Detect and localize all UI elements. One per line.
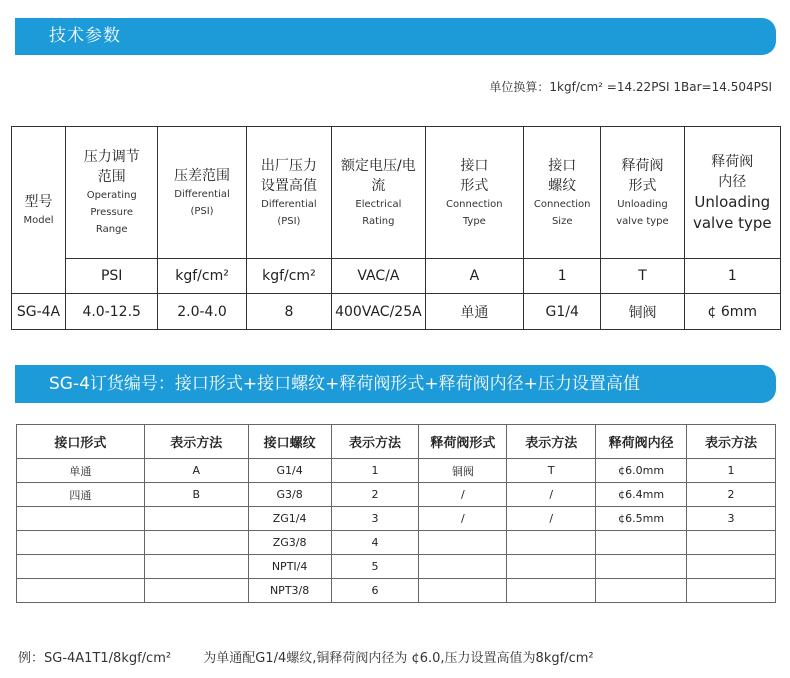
unit-cell: PSI — [66, 259, 158, 294]
table-cell — [596, 555, 687, 579]
table-cell — [596, 579, 687, 603]
spec-unit-row — [12, 259, 781, 294]
table-cell — [144, 507, 248, 531]
table-cell: 3 — [687, 507, 776, 531]
order-header-cell: 表示方法 — [687, 425, 776, 459]
unit-cell: VAC/A — [332, 259, 425, 294]
header-unloading-valve-type: 释荷阀 形式 Unloading valve type — [601, 127, 684, 259]
table-row — [17, 555, 776, 579]
header-connection-size: 接口 螺纹 Connection Size — [524, 127, 601, 259]
spec-data-row — [12, 294, 781, 330]
table-cell — [596, 531, 687, 555]
section-title: SG-4订货编号：接口形式+接口螺纹+释荷阀形式+释荷阀内径+压力设置高值 — [49, 374, 640, 394]
order-header-cell: 接口形式 — [17, 425, 145, 459]
header-electrical-rating: 额定电压/电 流 Electrical Rating — [332, 127, 425, 259]
table-cell — [507, 579, 596, 603]
table-row — [17, 579, 776, 603]
table-cell — [17, 579, 145, 603]
table-cell — [17, 507, 145, 531]
table-cell: ¢6.5mm — [596, 507, 687, 531]
table-cell — [17, 555, 145, 579]
model-header: 型号 Model — [12, 127, 66, 294]
table-cell — [687, 531, 776, 555]
table-cell — [507, 555, 596, 579]
header-differential: 压差范围 Differential (PSI) — [158, 127, 246, 259]
table-cell — [144, 579, 248, 603]
table-cell: / — [507, 507, 596, 531]
order-header-row — [17, 425, 776, 459]
table-cell — [687, 555, 776, 579]
unit-conversion-note: 单位换算：1kgf/cm² =14.22PSI 1Bar=14.504PSI — [489, 80, 772, 94]
table-cell: ZG1/4 — [248, 507, 331, 531]
section-banner-order-code — [15, 365, 776, 403]
table-cell — [419, 555, 507, 579]
data-cell: 4.0-12.5 — [66, 294, 158, 330]
table-cell — [17, 531, 145, 555]
table-cell: 铜阀 — [419, 459, 507, 483]
section-banner-tech-params — [15, 18, 776, 55]
table-cell: NPTI/4 — [248, 555, 331, 579]
table-cell: 1 — [331, 459, 419, 483]
order-header-cell: 释荷阀形式 — [419, 425, 507, 459]
data-cell: ¢ 6mm — [684, 294, 780, 330]
table-cell: ZG3/8 — [248, 531, 331, 555]
order-header-cell: 释荷阀内径 — [596, 425, 687, 459]
table-cell: T — [507, 459, 596, 483]
order-header-cell: 表示方法 — [507, 425, 596, 459]
unit-cell: 1 — [684, 259, 780, 294]
table-row — [17, 507, 776, 531]
table-cell: G3/8 — [248, 483, 331, 507]
data-cell: G1/4 — [524, 294, 601, 330]
header-operating-pressure: 压力调节 范围 Operating Pressure Range — [66, 127, 158, 259]
table-cell: 四通 — [17, 483, 145, 507]
order-code-table — [16, 424, 776, 603]
table-cell — [144, 531, 248, 555]
example-code: 例：SG-4A1T1/8kgf/cm² — [18, 651, 172, 666]
order-header-cell: 表示方法 — [331, 425, 419, 459]
header-connection-type: 接口 形式 Connection Type — [425, 127, 523, 259]
table-row — [17, 531, 776, 555]
table-cell: 4 — [331, 531, 419, 555]
table-cell: 5 — [331, 555, 419, 579]
table-cell: 2 — [331, 483, 419, 507]
order-example — [18, 647, 594, 666]
table-cell: 3 — [331, 507, 419, 531]
data-cell: SG-4A — [12, 294, 66, 330]
example-description: 为单通配G1/4螺纹,铜释荷阀内径为 ¢6.0,压力设置高值为8kgf/cm² — [203, 651, 594, 666]
spec-header-row — [12, 127, 781, 259]
header-unloading-valve-diameter: 释荷阀 内径 Unloading valve type — [684, 127, 780, 259]
table-cell: 2 — [687, 483, 776, 507]
data-cell: 单通 — [425, 294, 523, 330]
table-cell: 单通 — [17, 459, 145, 483]
unit-cell: 1 — [524, 259, 601, 294]
spec-table — [11, 126, 781, 330]
table-cell: 6 — [331, 579, 419, 603]
table-cell: / — [507, 483, 596, 507]
table-cell — [419, 531, 507, 555]
table-cell: NPT3/8 — [248, 579, 331, 603]
unit-cell: T — [601, 259, 684, 294]
table-cell: / — [419, 507, 507, 531]
data-cell: 铜阀 — [601, 294, 684, 330]
unit-cell: kgf/cm² — [246, 259, 331, 294]
table-cell: 1 — [687, 459, 776, 483]
table-cell — [507, 531, 596, 555]
table-cell: ¢6.0mm — [596, 459, 687, 483]
order-header-cell: 接口螺纹 — [248, 425, 331, 459]
table-cell — [144, 555, 248, 579]
unit-cell: A — [425, 259, 523, 294]
order-header-cell: 表示方法 — [144, 425, 248, 459]
table-cell: / — [419, 483, 507, 507]
unit-cell: kgf/cm² — [158, 259, 246, 294]
header-factory-setting: 出厂压力 设置高值 Differential (PSI) — [246, 127, 331, 259]
table-cell: G1/4 — [248, 459, 331, 483]
data-cell: 8 — [246, 294, 331, 330]
table-cell: B — [144, 483, 248, 507]
table-cell — [419, 579, 507, 603]
table-cell: ¢6.4mm — [596, 483, 687, 507]
table-cell — [687, 579, 776, 603]
section-title: 技术参数 — [49, 26, 121, 46]
data-cell: 400VAC/25A — [332, 294, 425, 330]
table-row — [17, 459, 776, 483]
data-cell: 2.0-4.0 — [158, 294, 246, 330]
table-row — [17, 483, 776, 507]
table-cell: A — [144, 459, 248, 483]
